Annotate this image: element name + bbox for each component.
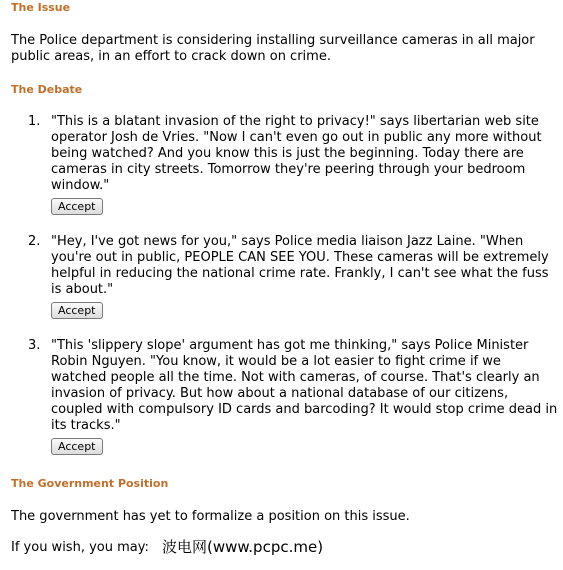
watermark: 波电网(www.pcpc.me) (162, 538, 324, 556)
accept-button-option-2[interactable]: Accept (51, 302, 103, 319)
issue-heading: The Issue (11, 1, 71, 14)
debate-heading: The Debate (11, 83, 83, 96)
issue-text: The Police department is considering installing surveillance cameras in all major public areas, in an effort to crack down on crime. (11, 33, 535, 64)
accept-button-option-3[interactable]: Accept (51, 438, 103, 455)
option-text: "Hey, I've got news for you," says Police media liaison Jazz Laine. "When you're out in public, PEOPLE CAN SEE YOU. These cameras will be extremely helpful in reducing the national crime rate. Frankly, I can't see what the fuss is about." (51, 234, 549, 297)
option-text: "This 'slippery slope' argument has got me thinking," says Police Minister Robin Nguyen. "You know, it would be a lot easier to fight crime if we watched people all the time. Not with cameras, of course. That's clearly an invasion of privacy. But how about a national database of our citizens, coupled with compulsory ID cards and barcoding? It would stop crime dead in its tracks." (51, 338, 558, 433)
government-heading: The Government Position (11, 477, 169, 490)
government-text: The government has yet to formalize a position on this issue. (11, 509, 410, 524)
option-text: "This is a blatant invasion of the right to privacy!" says libertarian web site operator Josh de Vries. "Now I can't even go out in public any more without being watched? And you know this is just the beginning. Today there are cameras in city streets. Tomorrow they're peering through your bedroom window." (51, 114, 542, 193)
footer-prompt: If you wish, you may: (11, 540, 149, 555)
option-number: 2. (28, 234, 41, 249)
accept-button-option-1[interactable]: Accept (51, 198, 103, 215)
option-number: 3. (28, 338, 41, 353)
option-number: 1. (28, 114, 41, 129)
